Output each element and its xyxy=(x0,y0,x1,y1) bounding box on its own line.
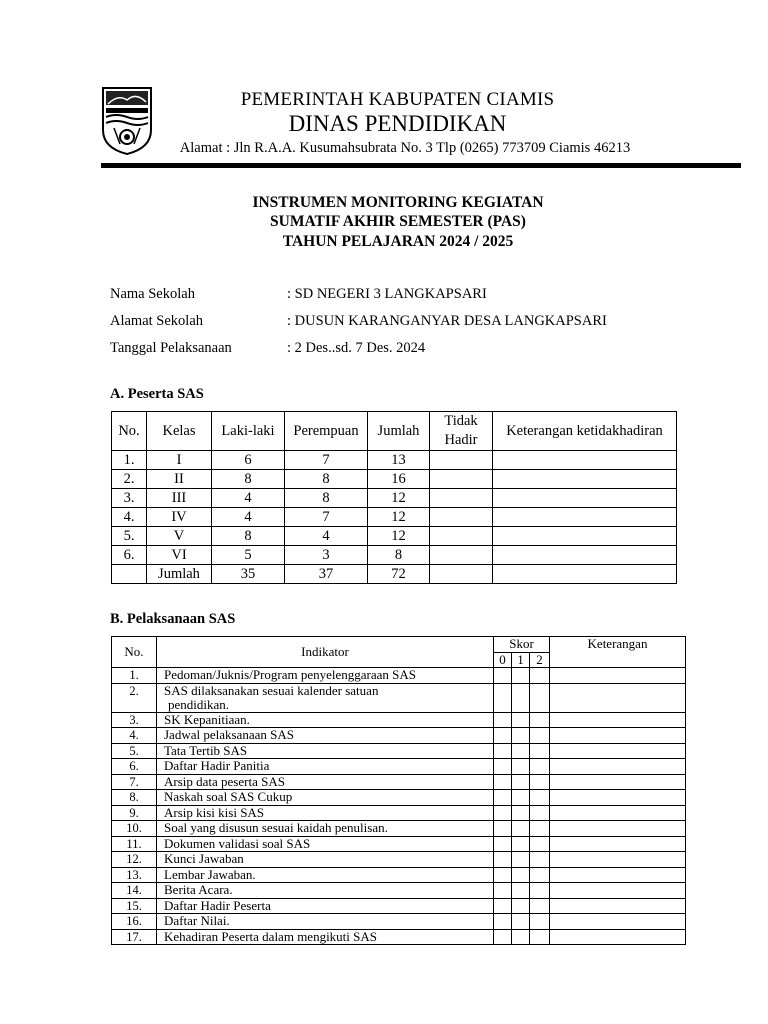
score-cell-2[interactable] xyxy=(530,883,550,899)
score-cell-0[interactable] xyxy=(494,836,512,852)
table-cell: 12 xyxy=(368,489,430,508)
score-cell-0[interactable] xyxy=(494,805,512,821)
indicator-text: Jadwal pelaksanaan SAS xyxy=(157,728,494,744)
table-row xyxy=(112,527,677,546)
school-name-value: : SD NEGERI 3 LANGKAPSARI xyxy=(287,286,487,302)
col-header-absent xyxy=(430,412,493,451)
remarks-cell[interactable] xyxy=(550,774,686,790)
table-cell: 13 xyxy=(368,451,430,470)
col-header: Kelas xyxy=(147,412,212,451)
score-cell-2[interactable] xyxy=(530,929,550,945)
row-number: 1. xyxy=(112,668,157,684)
table-cell xyxy=(493,565,677,584)
row-number: 13. xyxy=(112,867,157,883)
table-cell: 3. xyxy=(112,489,147,508)
remarks-cell[interactable] xyxy=(550,759,686,775)
table-cell: I xyxy=(147,451,212,470)
table-row xyxy=(112,774,686,790)
score-cell-1[interactable] xyxy=(512,867,530,883)
remarks-cell[interactable] xyxy=(550,668,686,684)
table-total-row xyxy=(112,565,677,584)
remarks-cell[interactable] xyxy=(550,728,686,744)
indicator-text: Daftar Nilai. xyxy=(157,914,494,930)
table-cell: 3 xyxy=(285,546,368,565)
table-header-row xyxy=(112,637,686,653)
table-cell xyxy=(493,470,677,489)
date-label: Tanggal Pelaksanaan xyxy=(110,340,232,356)
score-cell-2[interactable] xyxy=(530,790,550,806)
col-header-skor: Skor xyxy=(494,637,550,653)
table-row xyxy=(112,546,677,565)
indicator-text: Kunci Jawaban xyxy=(157,852,494,868)
table-cell: 4 xyxy=(212,489,285,508)
table-cell: III xyxy=(147,489,212,508)
score-cell-1[interactable] xyxy=(512,852,530,868)
letterhead-divider xyxy=(101,163,741,168)
agency-address: Alamat : Jln R.A.A. Kusumahsubrata No. 3 Tlp (0265) 773709 Ciamis 46213 xyxy=(179,140,631,156)
table-row xyxy=(112,489,677,508)
table-cell: II xyxy=(147,470,212,489)
row-number: 5. xyxy=(112,743,157,759)
col-header-score-2: 2 xyxy=(530,652,550,668)
table-cell: 5. xyxy=(112,527,147,546)
table-row xyxy=(112,668,686,684)
table-cell: V xyxy=(147,527,212,546)
col-header-keterangan: Keterangan xyxy=(550,637,686,668)
col-header-indikator: Indikator xyxy=(157,637,494,668)
table-cell: 37 xyxy=(285,565,368,584)
score-cell-2[interactable] xyxy=(530,821,550,837)
table-row xyxy=(112,508,677,527)
indicator-text: Naskah soal SAS Cukup xyxy=(157,790,494,806)
table-cell: 8 xyxy=(212,527,285,546)
remarks-cell[interactable] xyxy=(550,790,686,806)
table-cell: 4 xyxy=(212,508,285,527)
remarks-cell[interactable] xyxy=(550,836,686,852)
remarks-cell[interactable] xyxy=(550,914,686,930)
score-cell-1[interactable] xyxy=(512,683,530,712)
score-cell-0[interactable] xyxy=(494,790,512,806)
indicator-text: Arsip kisi kisi SAS xyxy=(157,805,494,821)
score-cell-2[interactable] xyxy=(530,805,550,821)
table-row xyxy=(112,743,686,759)
remarks-cell[interactable] xyxy=(550,867,686,883)
row-number: 4. xyxy=(112,728,157,744)
score-cell-1[interactable] xyxy=(512,790,530,806)
date-value: : 2 Des..sd. 7 Des. 2024 xyxy=(287,340,426,356)
score-cell-1[interactable] xyxy=(512,805,530,821)
table-cell xyxy=(430,489,493,508)
table-cell xyxy=(430,565,493,584)
score-cell-2[interactable] xyxy=(530,914,550,930)
table-cell: 12 xyxy=(368,508,430,527)
school-address-label: Alamat Sekolah xyxy=(110,313,204,329)
row-number: 2. xyxy=(112,683,157,712)
table-cell xyxy=(493,546,677,565)
score-cell-0[interactable] xyxy=(494,898,512,914)
table-cell: 1. xyxy=(112,451,147,470)
score-cell-0[interactable] xyxy=(494,883,512,899)
agency-name: DINAS PENDIDIKAN xyxy=(288,111,507,136)
row-number: 11. xyxy=(112,836,157,852)
score-cell-2[interactable] xyxy=(530,898,550,914)
table-cell xyxy=(430,527,493,546)
indicator-text: Kehadiran Peserta dalam mengikuti SAS xyxy=(157,929,494,945)
table-cell: 72 xyxy=(368,565,430,584)
indicator-text: Soal yang disusun sesuai kaidah penulisan. xyxy=(157,821,494,837)
row-number: 7. xyxy=(112,774,157,790)
ciamis-emblem-logo xyxy=(100,84,154,156)
score-cell-0[interactable] xyxy=(494,728,512,744)
row-number: 8. xyxy=(112,790,157,806)
table-row xyxy=(112,883,686,899)
remarks-cell[interactable] xyxy=(550,883,686,899)
indicator-text: Arsip data peserta SAS xyxy=(157,774,494,790)
score-cell-0[interactable] xyxy=(494,852,512,868)
table-row xyxy=(112,712,686,728)
remarks-cell[interactable] xyxy=(550,805,686,821)
score-cell-2[interactable] xyxy=(530,759,550,775)
score-cell-2[interactable] xyxy=(530,668,550,684)
table-cell: 8 xyxy=(285,470,368,489)
table-cell: 4. xyxy=(112,508,147,527)
score-cell-1[interactable] xyxy=(512,883,530,899)
table-cell xyxy=(112,565,147,584)
table-row xyxy=(112,914,686,930)
row-number: 14. xyxy=(112,883,157,899)
col-header-score-1: 1 xyxy=(512,652,530,668)
doc-title-line2: SUMATIF AKHIR SEMESTER (PAS) xyxy=(270,213,526,230)
indicator-text: Berita Acara. xyxy=(157,883,494,899)
col-header-line: Tidak xyxy=(444,413,478,429)
row-number: 9. xyxy=(112,805,157,821)
table-header-row xyxy=(112,412,677,451)
remarks-cell[interactable] xyxy=(550,852,686,868)
col-header-score-0: 0 xyxy=(494,652,512,668)
score-cell-1[interactable] xyxy=(512,898,530,914)
table-cell: IV xyxy=(147,508,212,527)
row-number: 15. xyxy=(112,898,157,914)
score-cell-1[interactable] xyxy=(512,712,530,728)
col-header: No. xyxy=(112,412,147,451)
table-cell: 12 xyxy=(368,527,430,546)
table-row xyxy=(112,821,686,837)
row-number: 12. xyxy=(112,852,157,868)
school-address-value: : DUSUN KARANGANYAR DESA LANGKAPSARI xyxy=(287,313,607,329)
table-row xyxy=(112,470,677,489)
indicator-text: Daftar Hadir Peserta xyxy=(157,898,494,914)
table-cell: 2. xyxy=(112,470,147,489)
table-row xyxy=(112,867,686,883)
table-cell: 7 xyxy=(285,451,368,470)
score-cell-0[interactable] xyxy=(494,774,512,790)
table-cell: 35 xyxy=(212,565,285,584)
score-cell-0[interactable] xyxy=(494,683,512,712)
table-row xyxy=(112,728,686,744)
score-cell-2[interactable] xyxy=(530,836,550,852)
score-cell-0[interactable] xyxy=(494,712,512,728)
col-header: Jumlah xyxy=(368,412,430,451)
score-cell-1[interactable] xyxy=(512,929,530,945)
col-header-no: No. xyxy=(112,637,157,668)
table-row xyxy=(112,836,686,852)
indicator-text: Lembar Jawaban. xyxy=(157,867,494,883)
indicator-line: pendidikan. xyxy=(168,696,230,712)
row-number: 16. xyxy=(112,914,157,930)
score-cell-2[interactable] xyxy=(530,743,550,759)
table-cell: 8 xyxy=(212,470,285,489)
score-cell-2[interactable] xyxy=(530,683,550,712)
table-cell xyxy=(430,546,493,565)
table-row xyxy=(112,759,686,775)
table-cell: 6. xyxy=(112,546,147,565)
row-number: 10. xyxy=(112,821,157,837)
table-cell: 8 xyxy=(285,489,368,508)
score-cell-1[interactable] xyxy=(512,728,530,744)
col-header: Laki-laki xyxy=(212,412,285,451)
score-cell-2[interactable] xyxy=(530,867,550,883)
table-cell xyxy=(493,489,677,508)
table-row xyxy=(112,451,677,470)
table-cell xyxy=(493,451,677,470)
table-row xyxy=(112,790,686,806)
score-cell-0[interactable] xyxy=(494,759,512,775)
score-cell-1[interactable] xyxy=(512,759,530,775)
score-cell-1[interactable] xyxy=(512,836,530,852)
implementation-table xyxy=(111,636,686,945)
table-row xyxy=(112,898,686,914)
table-cell xyxy=(430,451,493,470)
col-header: Perempuan xyxy=(285,412,368,451)
table-row xyxy=(112,852,686,868)
table-cell: Jumlah xyxy=(147,565,212,584)
table-cell: 7 xyxy=(285,508,368,527)
indicator-text xyxy=(157,683,494,712)
table-row xyxy=(112,929,686,945)
table-cell: 8 xyxy=(368,546,430,565)
table-cell: 4 xyxy=(285,527,368,546)
section-b-heading: B. Pelaksanaan SAS xyxy=(110,611,236,627)
table-cell: 6 xyxy=(212,451,285,470)
score-cell-2[interactable] xyxy=(530,774,550,790)
table-cell xyxy=(430,508,493,527)
table-cell xyxy=(493,508,677,527)
gov-name: PEMERINTAH KABUPATEN CIAMIS xyxy=(240,89,555,110)
score-cell-1[interactable] xyxy=(512,774,530,790)
indicator-text: Dokumen validasi soal SAS xyxy=(157,836,494,852)
score-cell-2[interactable] xyxy=(530,728,550,744)
school-name-label: Nama Sekolah xyxy=(110,286,195,302)
score-cell-2[interactable] xyxy=(530,712,550,728)
table-cell: 16 xyxy=(368,470,430,489)
score-cell-1[interactable] xyxy=(512,821,530,837)
table-row xyxy=(112,805,686,821)
indicator-line: SAS dilaksanakan sesuai kalender satuan xyxy=(164,682,379,698)
indicator-text: Tata Tertib SAS xyxy=(157,743,494,759)
score-cell-0[interactable] xyxy=(494,668,512,684)
row-number: 6. xyxy=(112,759,157,775)
doc-title-line1: INSTRUMEN MONITORING KEGIATAN xyxy=(252,194,544,211)
table-row xyxy=(112,683,686,712)
indicator-text: SK Kepanitiaan. xyxy=(157,712,494,728)
col-header: Keterangan ketidakhadiran xyxy=(493,412,677,451)
table-cell: VI xyxy=(147,546,212,565)
row-number: 17. xyxy=(112,929,157,945)
remarks-cell[interactable] xyxy=(550,683,686,712)
participants-table xyxy=(111,411,677,584)
score-cell-0[interactable] xyxy=(494,914,512,930)
score-cell-0[interactable] xyxy=(494,929,512,945)
section-a-heading: A. Peserta SAS xyxy=(110,386,204,402)
score-cell-2[interactable] xyxy=(530,852,550,868)
indicator-text: Pedoman/Juknis/Program penyelenggaraan SAS xyxy=(157,668,494,684)
doc-title-line3: TAHUN PELAJARAN 2024 / 2025 xyxy=(282,233,514,250)
score-cell-0[interactable] xyxy=(494,867,512,883)
score-cell-1[interactable] xyxy=(512,914,530,930)
score-cell-1[interactable] xyxy=(512,668,530,684)
score-cell-1[interactable] xyxy=(512,743,530,759)
score-cell-0[interactable] xyxy=(494,821,512,837)
remarks-cell[interactable] xyxy=(550,712,686,728)
table-cell xyxy=(493,527,677,546)
row-number: 3. xyxy=(112,712,157,728)
score-cell-0[interactable] xyxy=(494,743,512,759)
remarks-cell[interactable] xyxy=(550,743,686,759)
table-cell xyxy=(430,470,493,489)
indicator-text: Daftar Hadir Panitia xyxy=(157,759,494,775)
remarks-cell[interactable] xyxy=(550,821,686,837)
remarks-cell[interactable] xyxy=(550,929,686,945)
col-header-line: Hadir xyxy=(444,432,478,448)
table-cell: 5 xyxy=(212,546,285,565)
remarks-cell[interactable] xyxy=(550,898,686,914)
